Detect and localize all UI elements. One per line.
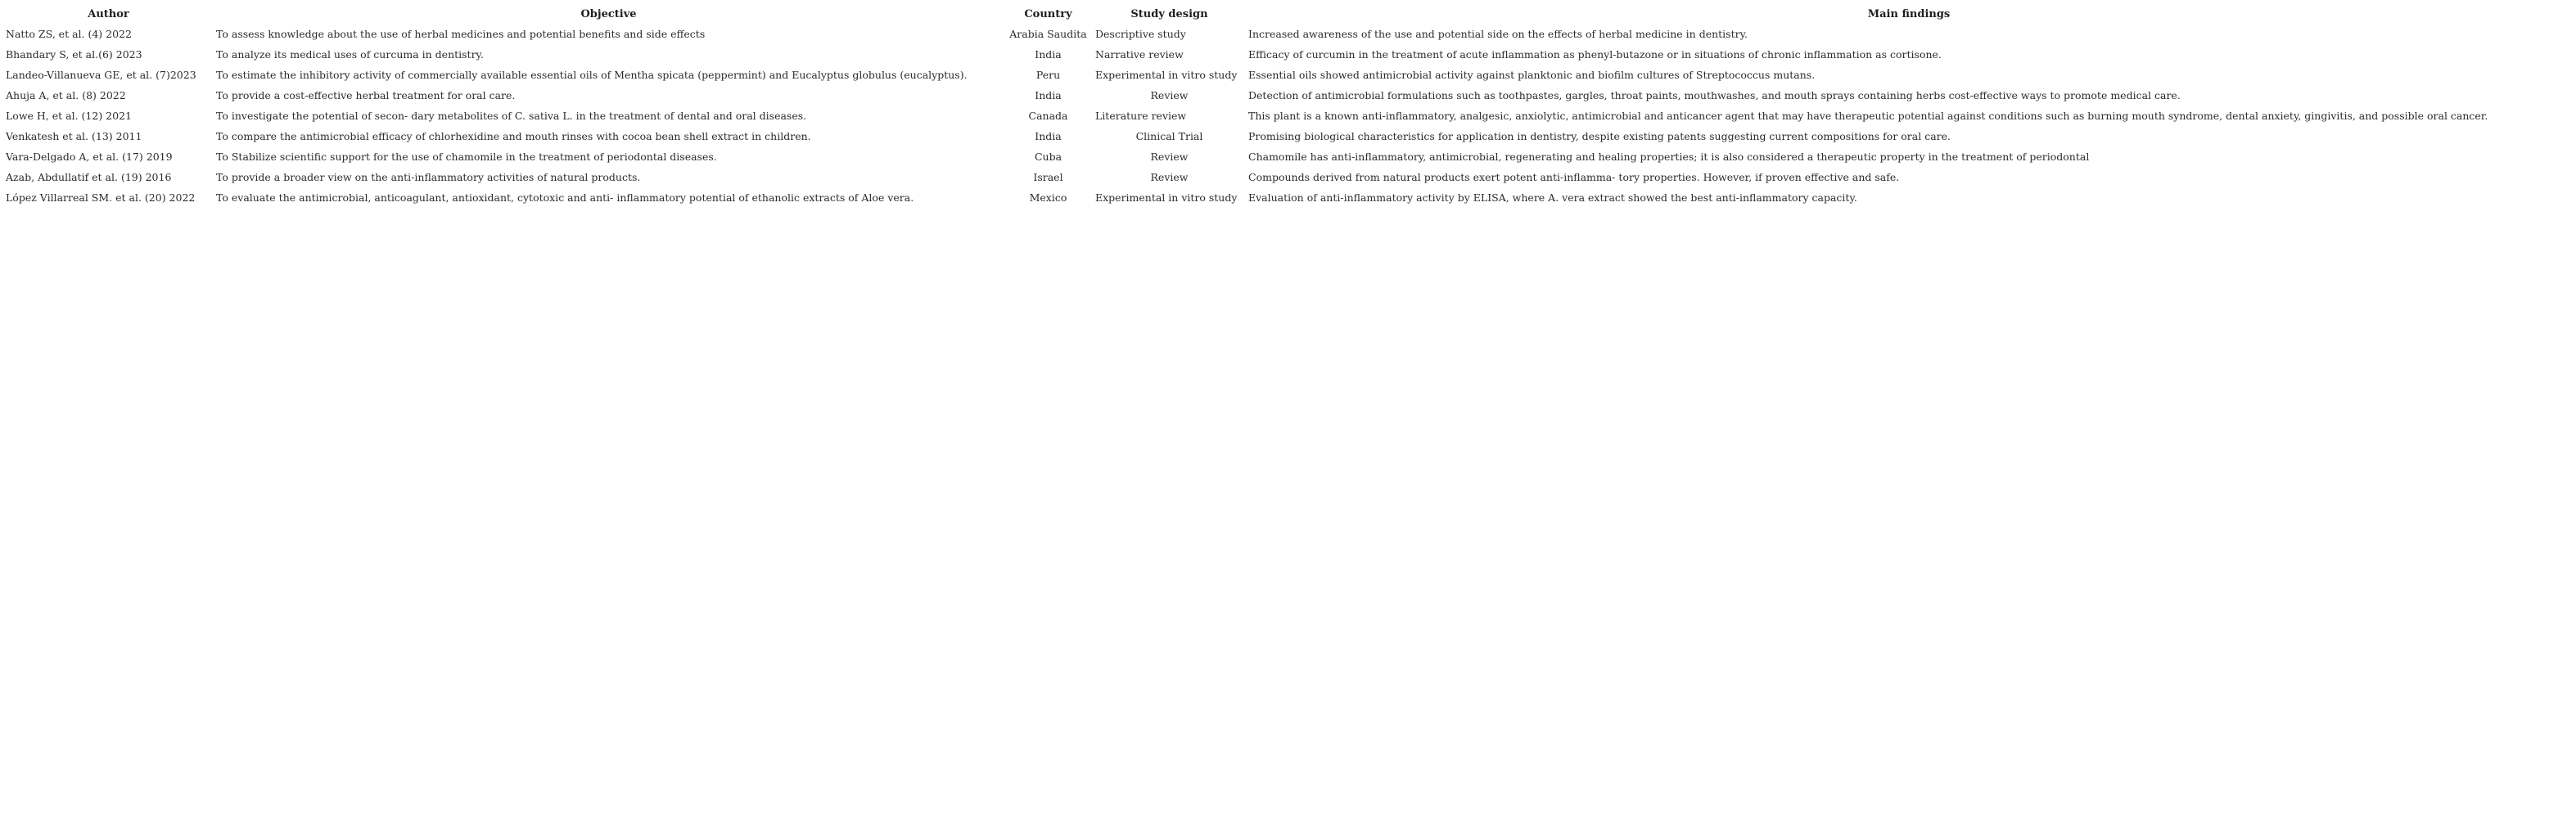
cell-study-design: Review <box>1150 89 1189 101</box>
cell-study-design: Review <box>1150 171 1189 183</box>
cell-country: India <box>1035 89 1062 101</box>
cell-objective: To analyze its medical uses of curcuma in dentistry. <box>216 48 484 61</box>
cell-country: Cuba <box>1034 151 1062 163</box>
cell-country: Canada <box>1028 110 1068 122</box>
cell-objective: To Stabilize scientific support for the use of chamomile in the treatment of periodontal diseases. <box>216 151 717 163</box>
cell-country: India <box>1035 130 1062 142</box>
table-row <box>3 85 2572 106</box>
cell-author: López Villarreal SM. et al. (20) 2022 <box>6 191 196 204</box>
cell-main-findings: Increased awareness of the use and potential side on the effects of herbal medicine in dentistry. <box>1248 28 1748 40</box>
cell-study-design: Descriptive study <box>1095 28 1186 40</box>
cell-main-findings: Detection of antimicrobial formulations such as toothpastes, gargles, throat paints, mouthwashes, and mouth sprays containing herbs cost-effective ways to promote medical care. <box>1248 89 2181 101</box>
cell-main-findings: Compounds derived from natural products exert potent anti-inflamma- tory properties. However, if proven effective and safe. <box>1248 171 1900 183</box>
cell-country: Mexico <box>1029 191 1067 204</box>
table-row <box>3 146 2572 167</box>
table-row <box>3 187 2572 208</box>
table-body <box>3 24 2572 208</box>
cell-author: Lowe H, et al. (12) 2021 <box>6 110 132 122</box>
cell-country: Peru <box>1035 69 1061 81</box>
column-header-study-design: Study design <box>1130 7 1208 20</box>
cell-author: Landeo-Villanueva GE, et al. (7)2023 <box>6 69 196 81</box>
cell-country: India <box>1035 48 1062 61</box>
cell-objective: To investigate the potential of secon- dary metabolites of C. sativa L. in the treatment of dental and oral diseases. <box>216 110 807 122</box>
column-header-objective: Objective <box>580 7 637 20</box>
table-row <box>3 126 2572 146</box>
cell-main-findings: Evaluation of anti-inflammatory activity by ELISA, where A. vera extract showed the best anti-inflammatory capacity. <box>1248 191 1857 204</box>
cell-objective: To provide a cost-effective herbal treatment for oral care. <box>216 89 516 101</box>
cell-main-findings: Promising biological characteristics for application in dentistry, despite existing patents suggesting current compositions for oral care. <box>1248 130 1951 142</box>
column-header-main-findings: Main findings <box>1867 7 1951 20</box>
cell-author: Ahuja A, et al. (8) 2022 <box>6 89 126 101</box>
table-row <box>3 44 2572 65</box>
cell-main-findings: Efficacy of curcumin in the treatment of acute inflammation as phenyl-butazone or in situations of chronic inflammation as cortisone. <box>1248 48 1942 61</box>
cell-country: Arabia Saudita <box>1009 28 1087 40</box>
cell-author: Venkatesh et al. (13) 2011 <box>6 130 142 142</box>
cell-objective: To compare the antimicrobial efficacy of chlorhexidine and mouth rinses with cocoa bean shell extract in children. <box>216 130 811 142</box>
cell-main-findings: This plant is a known anti-inflammatory, analgesic, anxiolytic, antimicrobial and anticancer agent that may have therapeutic potential against conditions such as burning mouth syndrome, dental anxiety, gingivitis, and possible oral cancer. <box>1248 110 2488 122</box>
header-row <box>3 5 2572 24</box>
cell-study-design: Clinical Trial <box>1135 130 1203 142</box>
table-row <box>3 167 2572 187</box>
cell-main-findings: Essential oils showed antimicrobial activity against planktonic and biofilm cultures of Streptococcus mutans. <box>1248 69 1816 81</box>
cell-study-design: Literature review <box>1095 110 1187 122</box>
cell-study-design: Narrative review <box>1095 48 1184 61</box>
table-row <box>3 65 2572 85</box>
cell-study-design: Experimental in vitro study <box>1095 191 1238 204</box>
cell-author: Vara-Delgado A, et al. (17) 2019 <box>6 151 173 163</box>
table-row <box>3 106 2572 126</box>
cell-main-findings: Chamomile has anti-inflammatory, antimicrobial, regenerating and healing properties; it is also considered a therapeutic property in the treatment of periodontal <box>1248 151 2090 163</box>
column-header-country: Country <box>1024 7 1072 20</box>
column-header-author: Author <box>88 7 129 20</box>
cell-objective: To estimate the inhibitory activity of commercially available essential oils of Mentha spicata (peppermint) and Eucalyptus globulus (eucalyptus). <box>216 69 968 81</box>
cell-country: Israel <box>1033 171 1063 183</box>
cell-objective: To assess knowledge about the use of herbal medicines and potential benefits and side effects <box>216 28 706 40</box>
cell-author: Natto ZS, et al. (4) 2022 <box>6 28 132 40</box>
studies-table <box>3 5 2572 208</box>
table-header <box>3 5 2572 24</box>
cell-study-design: Experimental in vitro study <box>1095 69 1238 81</box>
cell-study-design: Review <box>1150 151 1189 163</box>
cell-author: Bhandary S, et al.(6) 2023 <box>6 48 142 61</box>
cell-objective: To evaluate the antimicrobial, anticoagulant, antioxidant, cytotoxic and anti- inflammatory potential of ethanolic extracts of Aloe vera. <box>216 191 914 204</box>
cell-objective: To provide a broader view on the anti-inflammatory activities of natural products. <box>216 171 641 183</box>
cell-author: Azab, Abdullatif et al. (19) 2016 <box>6 171 172 183</box>
table-row <box>3 24 2572 44</box>
